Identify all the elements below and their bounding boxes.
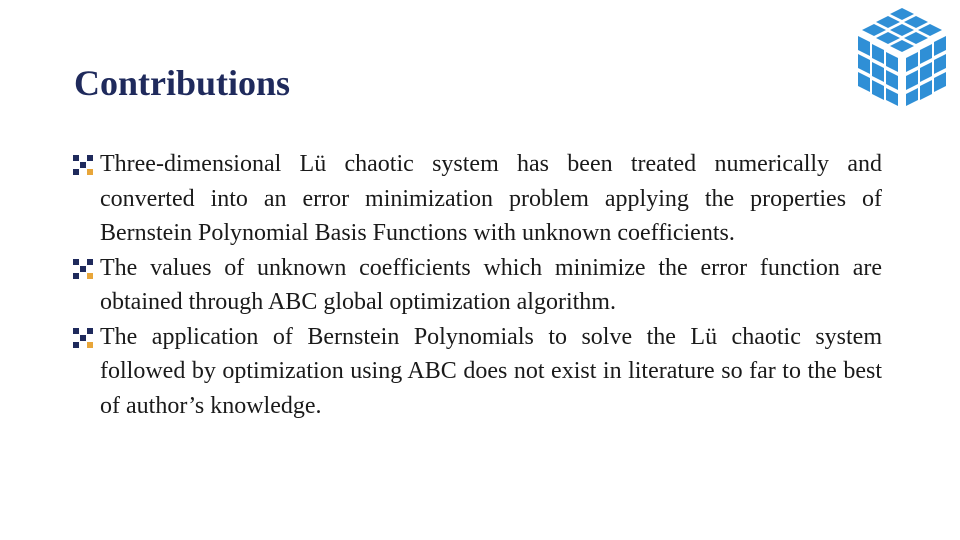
- bullet-text: The application of Bernstein Polynomials to solve the Lü chaotic system followed by optimization using ABC does not exist in literature so far to the best of author’s knowledge.: [100, 323, 882, 419]
- bullet-text: The values of unknown coefficients which minimize the error function are obtained through ABC global optimization algorithm.: [100, 254, 882, 315]
- checker-square-icon: [73, 155, 93, 175]
- hex-cube-logo-icon: [852, 6, 952, 108]
- checker-square-icon: [73, 328, 93, 348]
- checker-square-icon: [73, 259, 93, 279]
- bullet-item: [70, 147, 882, 251]
- slide-title: Contributions: [74, 63, 291, 103]
- bullet-list: [70, 147, 882, 423]
- bullet-text: Three-dimensional Lü chaotic system has been treated numerically and converted into an error minimization problem applying the properties of Bernstein Polynomial Basis Functions with unknown coefficients.: [100, 151, 882, 246]
- bullet-item: [70, 251, 882, 320]
- bullet-item: [70, 320, 882, 424]
